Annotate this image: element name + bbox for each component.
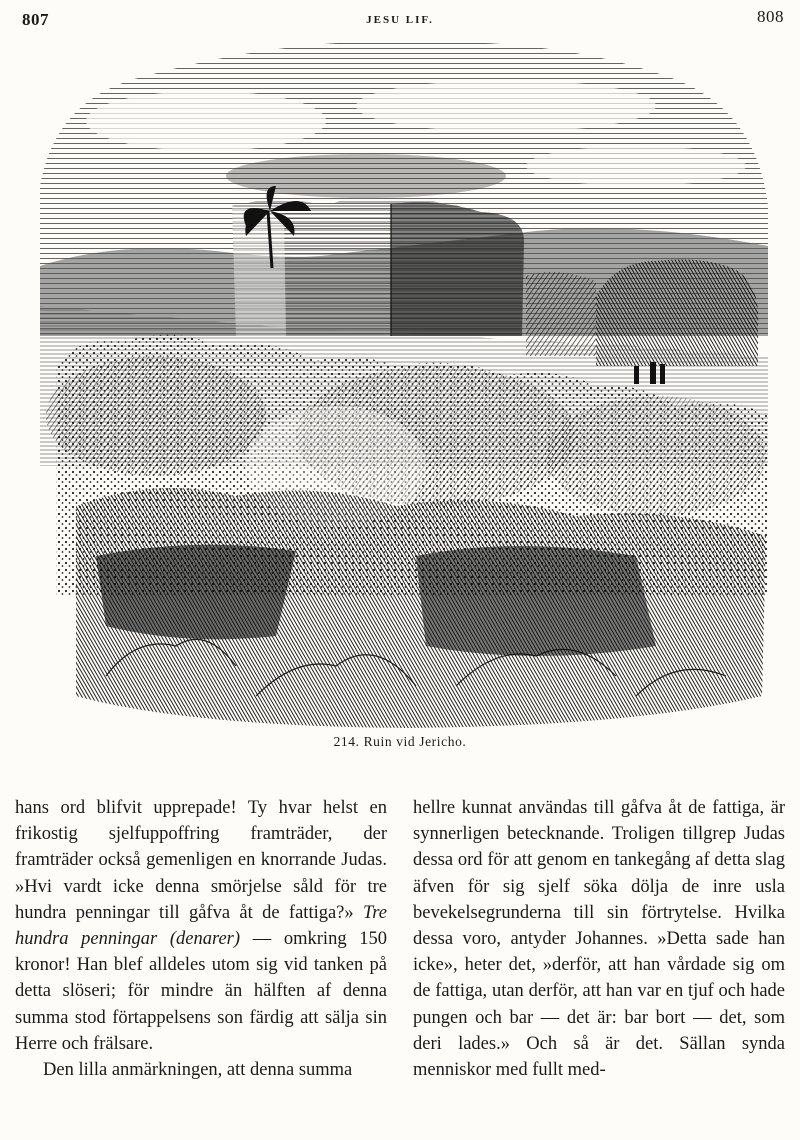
page-number-left: 807: [22, 10, 49, 29]
page-header: [0, 6, 800, 34]
paragraph: [15, 795, 387, 1057]
text-column-left: [15, 795, 387, 1083]
paragraph: hellre kunnat användas till gåfva åt de fattiga, är synnerligen betecknande. Troligen tillgrep Judas dessa ord för att genom en tankegång af detta slag äfven för sig sjelf söka dölja de inre usla bevekelsegrunderna till sin förtrytelse. Hvilka dessa voro, antyder Johannes. »Detta sade han icke», heter det, »derför, att han vårdade sig om de fattiga, utan derför, att han var en tjuf och hade pungen och bar — det är: bar bort — det, som deri lades.» Och så är det. Sällan synda menniskor med fullt med-: [413, 798, 785, 1081]
figure-caption: 214. Ruin vid Jericho.: [333, 734, 467, 749]
engraving-ruin-jericho: [36, 36, 772, 730]
paragraph: Den lilla anmärkningen, att denna summa: [43, 1060, 353, 1081]
running-title: JESU LIF.: [366, 14, 434, 26]
page-number-right: 808: [757, 7, 784, 26]
text-column-right: [413, 795, 785, 1083]
paragraph-text: hans ord blifvit upprepade! Ty hvar helst en frikostig sjelfuppoffring framträder, der framträder också gemenligen en knorrande Judas. »Hvi vardt icke denna smörjelse såld för tre hundra penningar till gåfva åt de fattiga?»: [15, 798, 387, 923]
italic-phrase: Tre hundra penningar (denarer): [15, 902, 388, 950]
paragraph-text: — omkring 150 kronor! Han blef alldeles utom sig vid tanken på detta slöseri; för mindre än hälften af denna summa stod förtappelsens son färdig att sälja sin Herre och frälsare.: [15, 929, 387, 1054]
